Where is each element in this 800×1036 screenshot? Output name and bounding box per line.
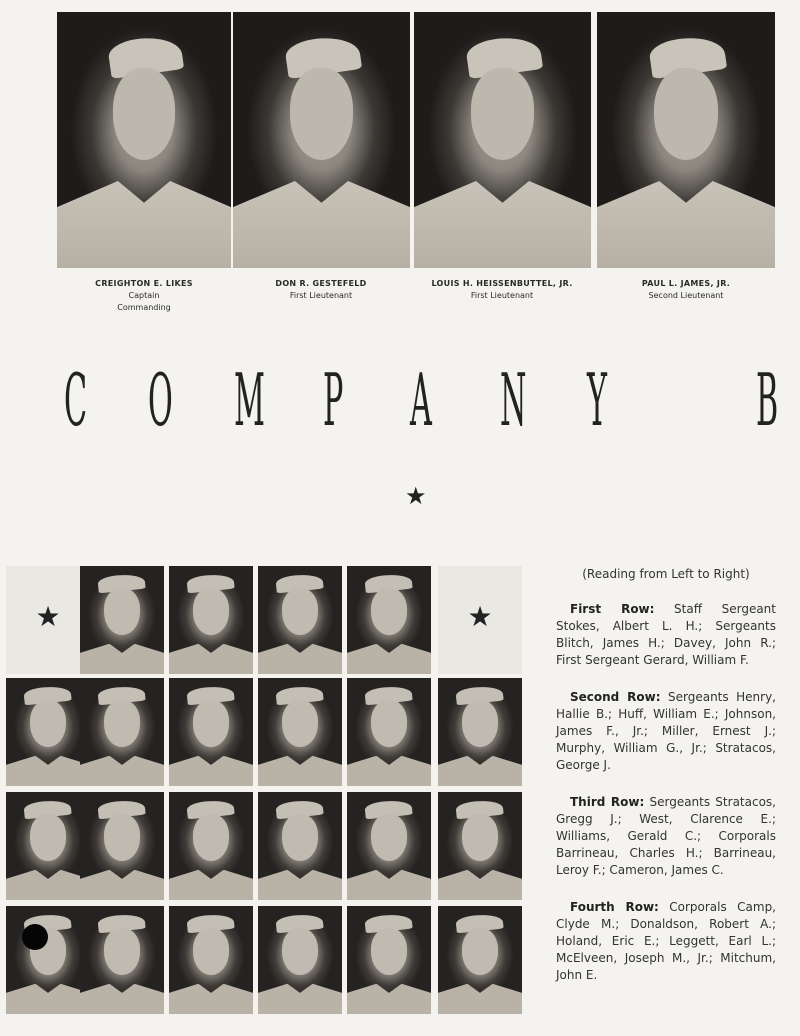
roster-legend [556,566,776,1004]
soldier-portrait [347,792,431,900]
row-label: Fourth Row: [570,900,659,914]
officer-name: PAUL L. JAMES, JR. [641,279,731,288]
soldier-portrait [169,678,253,786]
officer-role: Commanding [117,303,171,312]
officer-rank: First Lieutenant [470,291,534,300]
officer-name: DON R. GESTEFELD [275,279,367,288]
officer-caption-1 [49,278,239,314]
soldier-portrait [438,678,522,786]
soldier-portrait [6,678,90,786]
title-letter: P [323,358,344,442]
legend-row-3 [556,794,776,879]
title-letter: N [500,358,527,442]
officer-rank: First Lieutenant [289,291,353,300]
soldier-portrait [80,792,164,900]
soldier-portrait [169,792,253,900]
officer-caption-2 [226,278,416,302]
officer-rank: Second Lieutenant [648,291,724,300]
hole-punch [22,924,48,950]
soldier-portrait [6,792,90,900]
soldier-portrait [80,906,164,1014]
officer-portrait-2 [233,12,410,268]
legend-row-1 [556,601,776,669]
row-label: First Row: [570,602,655,616]
soldier-portrait [438,906,522,1014]
soldier-portrait [347,566,431,674]
soldier-portrait [258,566,342,674]
row-names: Corporals Camp, Clyde M.; Donaldson, Robert A.; Holand, Eric E.; Leggett, Earl L.; McElveen, Joseph M., Jr.; Mitchum, John E. [556,900,776,982]
title-letter: B [756,358,779,442]
soldier-portrait [258,906,342,1014]
soldier-portrait [438,792,522,900]
officer-portrait-4 [597,12,775,268]
page-title [0,360,800,440]
soldier-portrait [80,678,164,786]
star-icon: ★ [467,600,493,633]
officer-portrait-3 [414,12,591,268]
row-label: Third Row: [570,795,645,809]
star-icon: ★ [35,600,61,633]
officers-section [0,0,800,330]
legend-row-4 [556,899,776,984]
title-letter: Y [587,358,607,442]
soldier-portrait [347,906,431,1014]
row-label: Second Row: [570,690,661,704]
legend-row-2 [556,689,776,774]
portrait-grid [6,566,526,1018]
soldier-portrait [347,678,431,786]
star-icon: ★ [405,482,427,510]
soldier-portrait [80,566,164,674]
soldier-portrait [6,906,90,1014]
star-tile [6,566,90,674]
legend-heading: (Reading from Left to Right) [582,567,750,581]
title-letter: M [234,358,265,442]
title-letter: O [148,358,173,442]
star-tile [438,566,522,674]
title-letter: C [64,358,88,442]
title-letter: A [410,358,432,442]
row-names: Sergeants Henry, Hallie B.; Huff, William E.; Johnson, James F., Jr.; Miller, Ernest J.; Murphy, William G., Jr.; Stratacos, George J. [556,690,776,772]
officer-rank: Captain [128,291,160,300]
row-names: Staff Sergeant Stokes, Albert L. H.; Sergeants Blitch, James H.; Davey, John R.; First Sergeant Gerard, William F. [556,602,776,667]
soldier-portrait [258,792,342,900]
soldier-portrait [169,906,253,1014]
soldier-portrait [258,678,342,786]
row-names: Sergeants Stratacos, Gregg J.; West, Clarence E.; Williams, Gerald C.; Corporals Barrineau, Charles H.; Barrineau, Leroy F.; Cameron, James C. [556,795,776,877]
officer-name: LOUIS H. HEISSENBUTTEL, JR. [431,279,573,288]
officer-portrait-1 [57,12,231,268]
officer-name: CREIGHTON E. LIKES [95,279,193,288]
officer-caption-4 [591,278,781,302]
soldier-portrait [169,566,253,674]
officer-caption-3 [407,278,597,302]
